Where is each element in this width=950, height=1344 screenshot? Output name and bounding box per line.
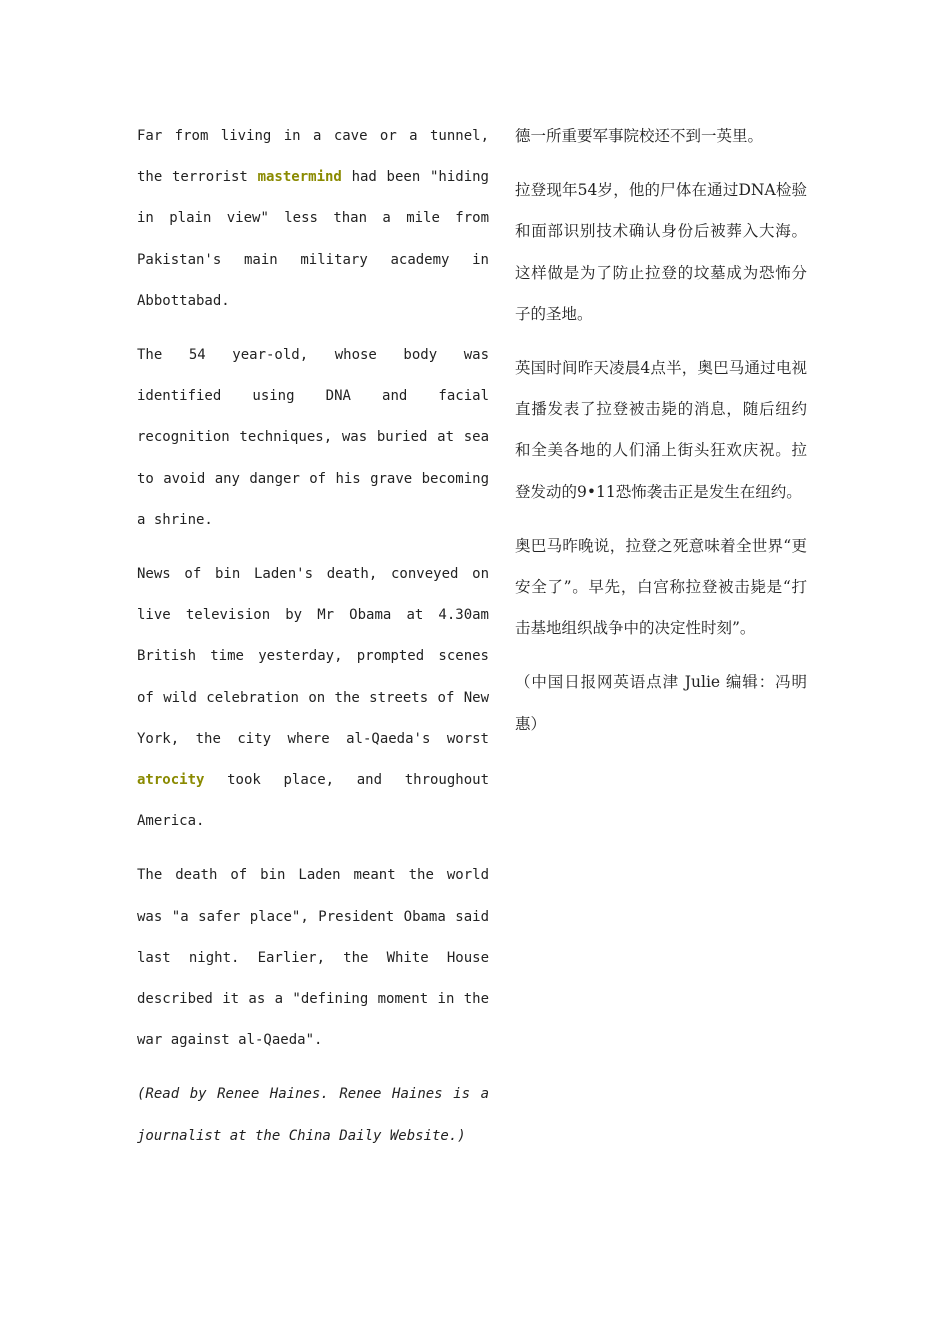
vocabulary-keyword-mastermind[interactable]: mastermind xyxy=(257,169,342,186)
english-paragraph-1-text-a: Far from living in a cave or a tunnel, the terrorist xyxy=(137,128,489,186)
chinese-paragraph-4: 奥巴马昨晚说，拉登之死意味着全世界“更安全了”。早先，白宫称拉登被击毙是“打击基地组织战争中的决定性时刻”。 xyxy=(515,536,807,638)
english-paragraph-1 xyxy=(137,116,489,322)
english-paragraph-4: The death of bin Laden meant the world was "a safer place", President Obama said last night. Earlier, the White House described it as a "defining moment in the war against al-Qaeda". xyxy=(137,867,489,1049)
chinese-column xyxy=(515,116,807,758)
editor-credit: （中国日报网英语点津 Julie 编辑：冯明惠） xyxy=(515,673,807,733)
english-paragraph-3-text-b: took place, and throughout America. xyxy=(137,772,489,830)
chinese-paragraph-2: 拉登现年54岁，他的尸体在通过DNA检验和面部识别技术确认身份后被葬入大海。这样做是为了防止拉登的坟墓成为恐怖分子的圣地。 xyxy=(515,181,807,323)
english-paragraph-1-text-b: had been "hiding in plain view" less than a mile from Pakistan's main military academy in Abbottabad. xyxy=(137,169,489,309)
english-column xyxy=(137,116,489,1170)
english-paragraph-3-text-a: News of bin Laden's death, conveyed on live television by Mr Obama at 4.30am British time yesterday, prompted scenes of wild celebration on the streets of New York, the city where al-Qaeda's worst xyxy=(137,566,489,747)
reader-credit: (Read by Renee Haines. Renee Haines is a journalist at the China Daily Website.) xyxy=(137,1086,489,1144)
chinese-paragraph-1: 德一所重要军事院校还不到一英里。 xyxy=(515,127,764,145)
english-paragraph-2: The 54 year-old, whose body was identified using DNA and facial recognition techniques, was buried at sea to avoid any danger of his grave becoming a shrine. xyxy=(137,347,489,528)
english-paragraph-3 xyxy=(137,554,489,842)
vocabulary-keyword-atrocity[interactable]: atrocity xyxy=(137,772,205,789)
chinese-paragraph-3: 英国时间昨天凌晨4点半，奥巴马通过电视直播发表了拉登被击毙的消息，随后纽约和全美各地的人们涌上街头狂欢庆祝。拉登发动的9•11恐怖袭击正是发生在纽约。 xyxy=(515,359,807,501)
